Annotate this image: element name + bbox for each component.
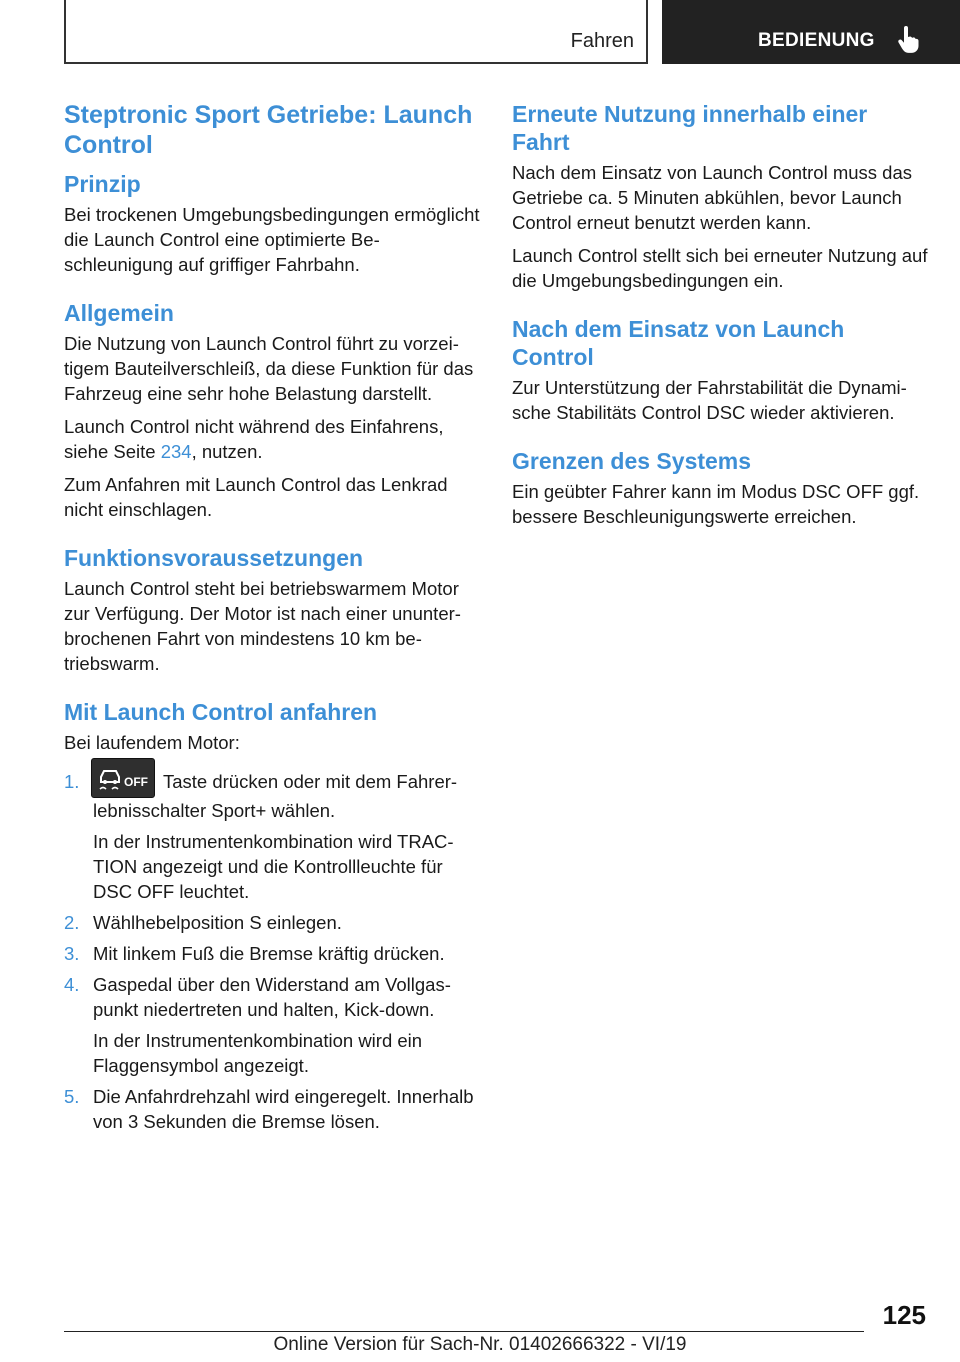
step-text: Wählhebelposition S einlegen.: [93, 912, 342, 933]
section-general: [64, 299, 480, 522]
step-item: [64, 1084, 480, 1134]
step-item: [64, 769, 480, 904]
section-start: [64, 698, 480, 1134]
heading-general: Allgemein: [64, 300, 174, 326]
reuse-text-1: Nach dem Einsatz von Launch Control muss das Getriebe ca. 5 Minuten abkühlen, bevor Launch Control erneut benutzt werden kann.: [512, 162, 913, 233]
general-text-2-before: Launch Control nicht während des Einfahrens, siehe Seite: [64, 416, 444, 462]
step-item: [64, 941, 480, 966]
heading-requirements: Funktionsvoraussetzungen: [64, 545, 364, 571]
pointing-hand-icon: [896, 26, 920, 54]
step-item: [64, 910, 480, 935]
heading-principle: Prinzip: [64, 171, 141, 197]
section-after: [512, 315, 928, 425]
step-text: Gaspedal über den Widerstand am Vollgaspunkt niedertreten und halten, Kick-down.: [93, 974, 451, 1020]
principle-text: Bei trockenen Umgebungsbedingungen ermöglicht die Launch Control eine optimierte Beschleunigung auf griffiger Fahrbahn.: [64, 204, 480, 275]
left-column: [64, 100, 480, 1156]
step-number: 3.: [64, 943, 80, 964]
section-reuse: [512, 100, 928, 293]
step-item: [64, 972, 480, 1078]
footer-online-version: Online Version für Sach-Nr. 01402666322 - VI/19: [273, 1334, 687, 1355]
step-number: 5.: [64, 1086, 80, 1107]
right-column: [512, 100, 928, 551]
step-1-text: Taste drücken oder mit dem Fahrerlebnisschalter Sport+ wählen.: [93, 771, 458, 821]
section-limits: [512, 447, 928, 529]
header-chapter-label: BEDIENUNG: [758, 30, 875, 51]
heading-start: Mit Launch Control anfahren: [64, 699, 378, 725]
page-title: Steptronic Sport Getriebe: Launch Control: [64, 101, 473, 159]
header-section-label: Fahren: [570, 30, 634, 52]
heading-limits: Grenzen des Systems: [512, 448, 752, 474]
page-reference-link[interactable]: 234: [160, 441, 192, 462]
steps-list: [64, 769, 480, 1134]
step-text: Die Anfahrdrehzahl wird eingeregelt. Innerhalb von 3 Sekunden die Bremse lösen.: [93, 1086, 474, 1132]
dsc-off-button-icon: [91, 758, 155, 798]
requirements-text: Launch Control steht bei betriebswarmem Motor zur Verfügung. Der Motor ist nach einer ununterbrochenen Fahrt von mindestens 10 km betriebswarm.: [64, 578, 461, 674]
general-text-3: Zum Anfahren mit Launch Control das Lenkrad nicht einschlagen.: [64, 474, 448, 520]
step-number: 4.: [64, 974, 80, 995]
start-intro: Bei laufendem Motor:: [64, 732, 240, 753]
heading-reuse: Erneute Nutzung innerhalb einer Fahrt: [512, 101, 868, 155]
footer-divider: [64, 1331, 864, 1332]
step-text: [93, 769, 480, 823]
general-text-2: [64, 414, 480, 464]
heading-after: Nach dem Einsatz von Launch Control: [512, 316, 845, 370]
header-chapter-tab: [662, 0, 960, 64]
header-section-tab: [64, 0, 648, 64]
dsc-off-label: OFF: [124, 775, 148, 789]
general-text-1: Die Nutzung von Launch Control führt zu vorzeitigem Bauteilverschleiß, da diese Funktion für das Fahrzeug eine sehr hohe Belastung darstellt.: [64, 333, 474, 404]
step-subtext: In der Instrumentenkombination wird ein Flaggensymbol angezeigt.: [93, 1030, 423, 1076]
limits-text: Ein geübter Fahrer kann im Modus DSC OFF ggf. bessere Beschleunigungswerte erreichen.: [512, 481, 920, 527]
step-number: 2.: [64, 912, 80, 933]
section-requirements: [64, 544, 480, 676]
after-text: Zur Unterstützung der Fahrstabilität die Dynamische Stabilitäts Control DSC wieder aktivieren.: [512, 377, 907, 423]
general-text-2-after: , nutzen.: [191, 441, 263, 462]
page-number: 125: [882, 1300, 926, 1330]
step-text: Mit linkem Fuß die Bremse kräftig drücken.: [93, 943, 445, 964]
step-number: 1.: [64, 771, 80, 792]
section-principle: [64, 170, 480, 277]
step-subtext: In der Instrumentenkombination wird TRACTION angezeigt und die Kontrollleuchte für DSC OFF leuchtet.: [93, 831, 454, 902]
reuse-text-2: Launch Control stellt sich bei erneuter Nutzung auf die Umgebungsbedingungen ein.: [512, 245, 928, 291]
